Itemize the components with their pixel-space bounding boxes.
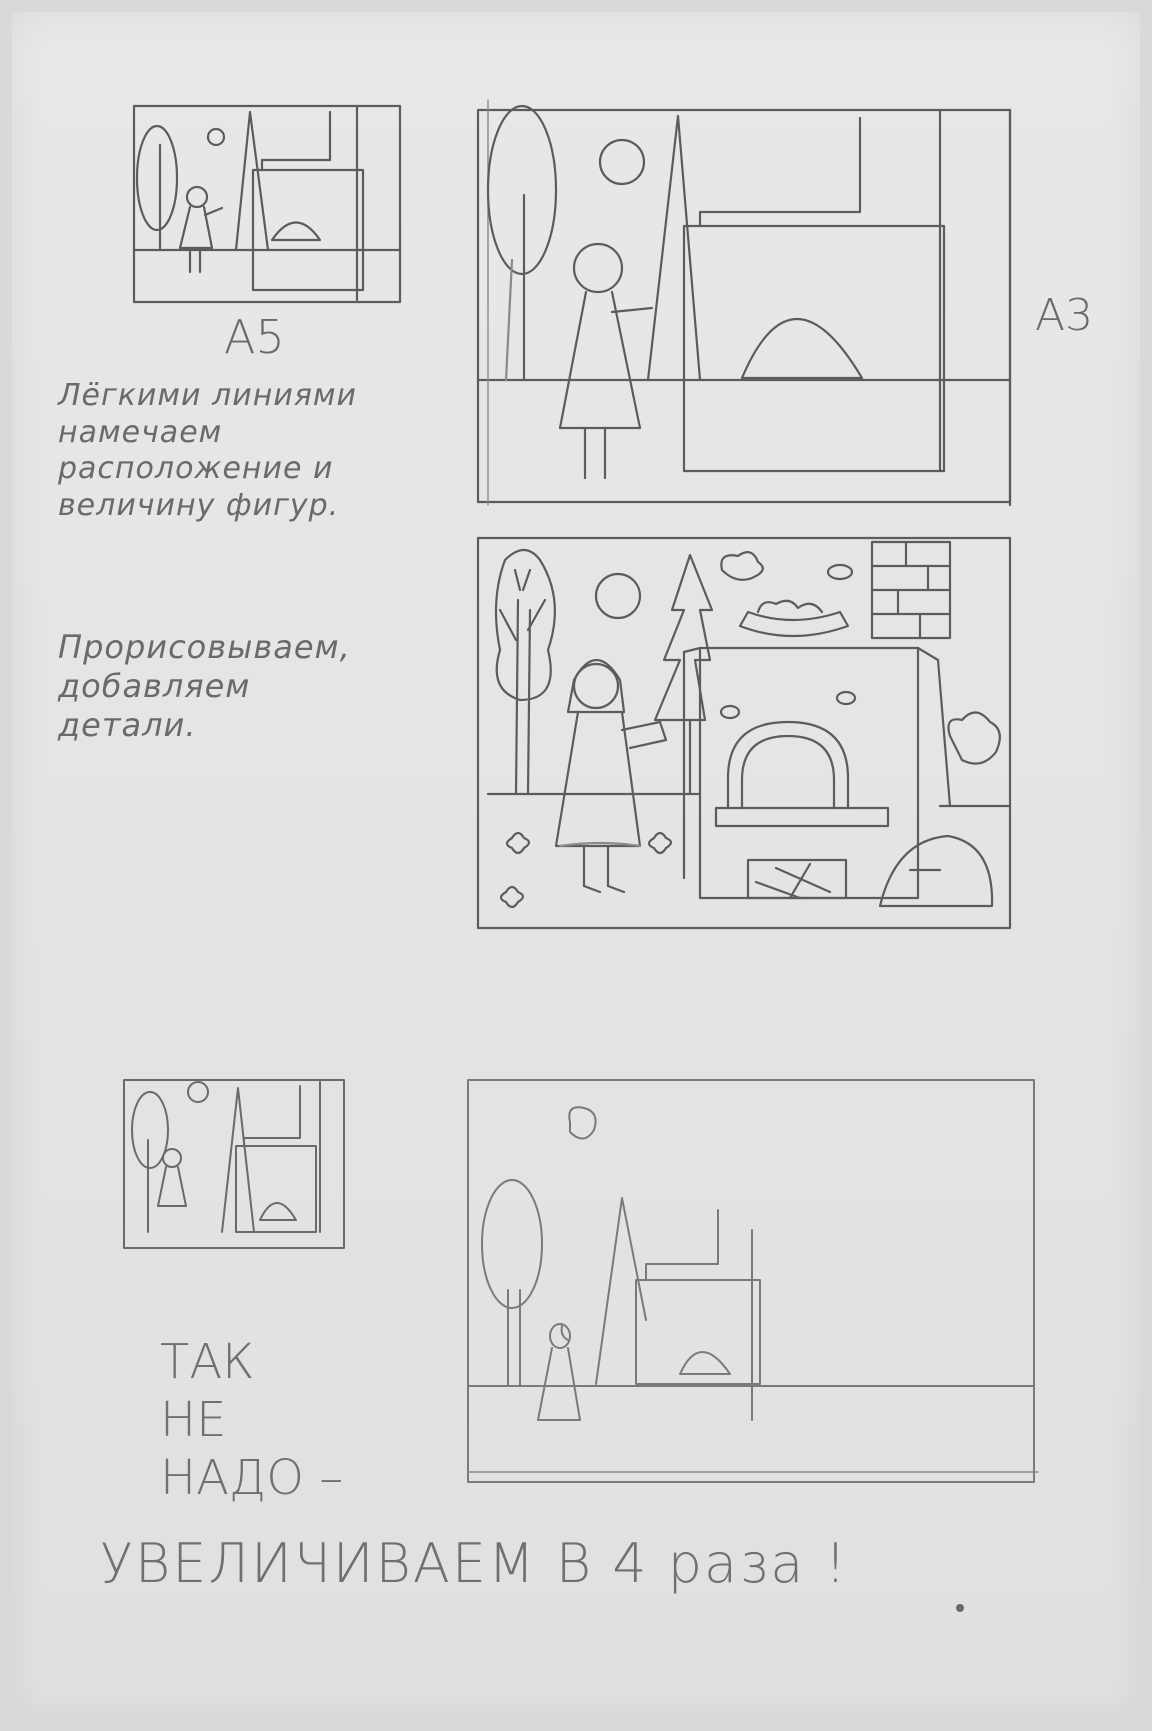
label-a5: А5: [224, 310, 285, 364]
exclamation-dot: [956, 1604, 964, 1612]
step2-note: Прорисовываем, добавляем детали.: [58, 628, 351, 745]
thumbnail-a5-top: [134, 106, 400, 302]
warning-line-1: ТАК: [160, 1334, 255, 1390]
warning-line-3: НАДО –: [160, 1450, 344, 1506]
thumbnail-bottom: [124, 1080, 344, 1248]
panel-a3-outline: [478, 100, 1010, 505]
warning-line-2: НЕ: [160, 1392, 227, 1448]
label-a3: А3: [1035, 290, 1094, 341]
step1-note: Лёгкими линиями намечаем расположение и величину фигур.: [58, 378, 358, 523]
bottom-caption: УВЕЛИЧИВАЕМ В 4 раза !: [100, 1532, 849, 1595]
panel-detailed-drawing: [478, 538, 1010, 928]
panel-wrong-scale: [468, 1080, 1038, 1482]
